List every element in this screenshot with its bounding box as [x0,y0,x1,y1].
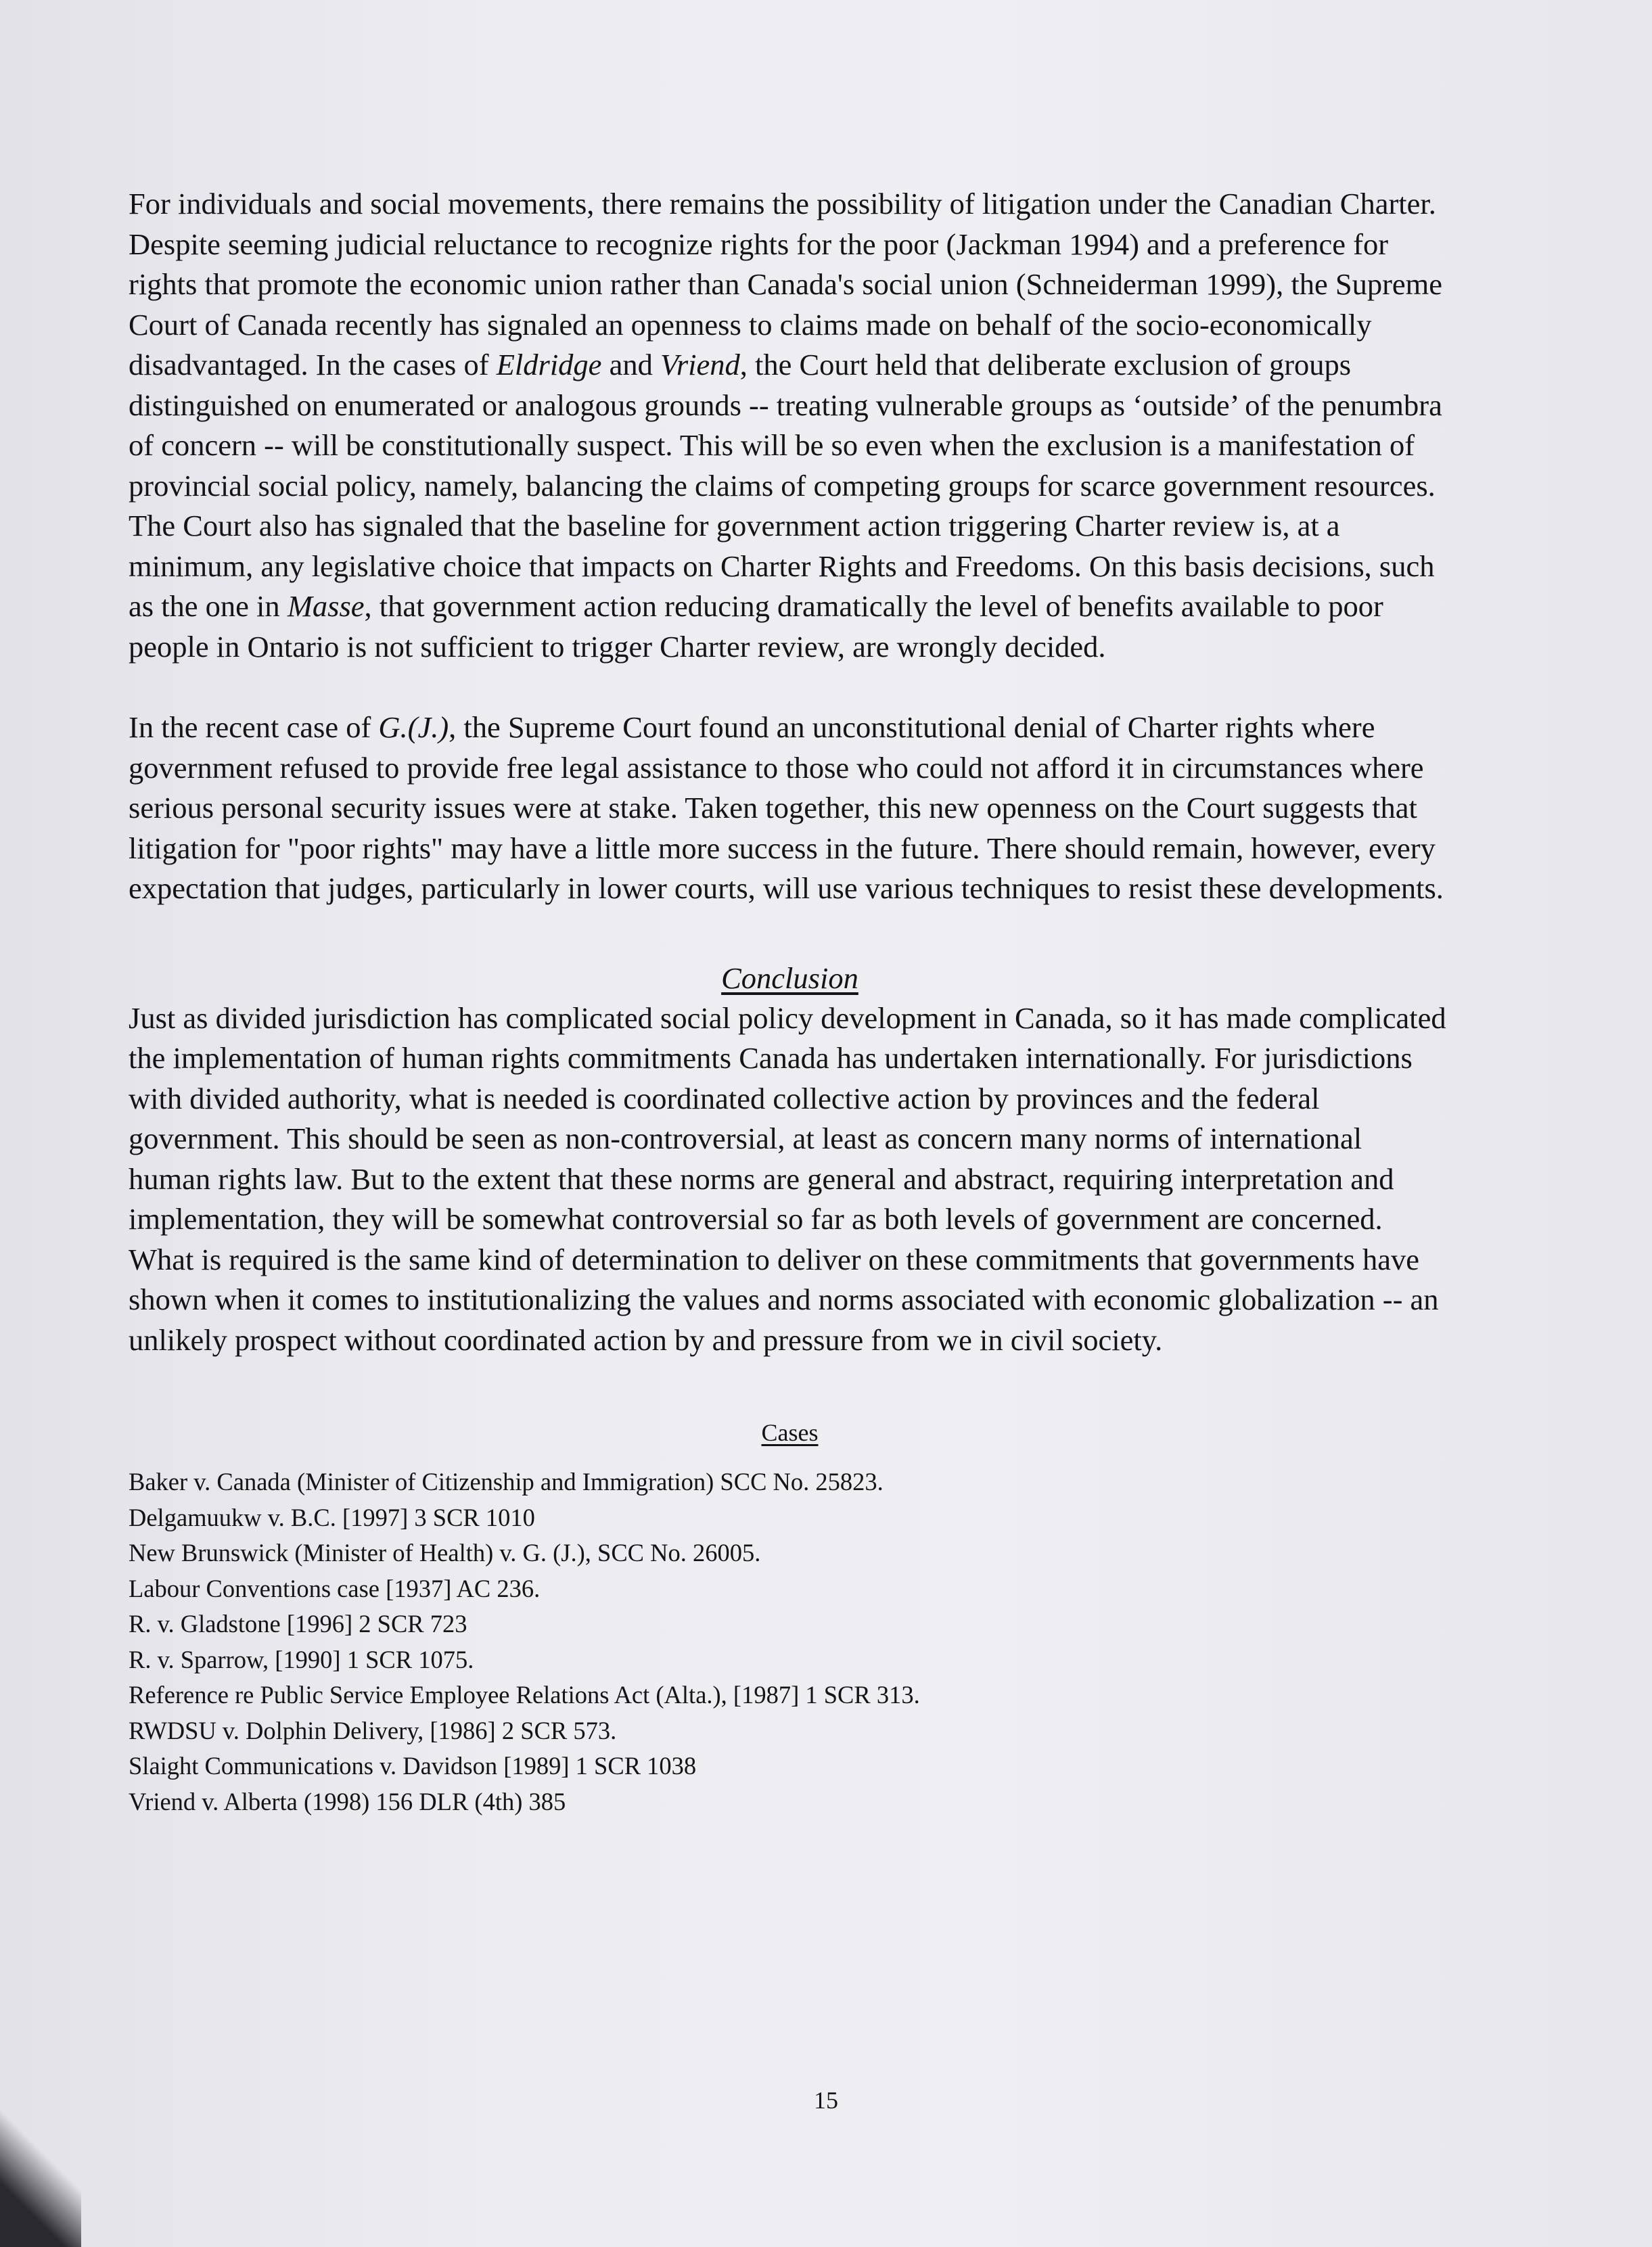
paragraph-recent-case [129,708,1451,909]
text-run: In the recent case of [129,710,379,744]
case-item: Vriend v. Alberta (1998) 156 DLR (4th) 385 [129,1787,566,1815]
case-item: R. v. Gladstone [1996] 2 SCR 723 [129,1610,467,1638]
text-run: , the Supreme Court found an unconstitutional denial of Charter rights where government refused to provide free legal assistance to those who could not afford it in circumstances where serious personal security issues were at stake. Taken together, this new openness on the Court suggests that litigation for "poor rights" may have a little more success in the future. There should remain, however, every expectation that judges, particularly in lower courts, will use various techniques to resist these developments. [129,710,1444,905]
case-item: Baker v. Canada (Minister of Citizenship and Immigration) SCC No. 25823. [129,1468,884,1496]
case-name-vriend: Vriend [660,348,740,381]
text-run: and [601,348,660,381]
paragraph-conclusion: Just as divided jurisdiction has complicated social policy development in Canada, so it has made complicated the implementation of human rights commitments Canada has undertaken internationally. For jurisdictions with divided authority, what is needed is coordinated collective action by provinces and the federal government. This should be seen as non-controversial, at least as concern many norms of international human rights law. But to the extent that these norms are general and abstract, requiring interpretation and implementation, they will be somewhat controversial so far as both levels of government are concerned. What is required is the same kind of determination to deliver on these commitments that governments have shown when it comes to institutionalizing the values and norms associated with economic globalization -- an unlikely prospect without coordinated action by and pressure from we in civil society. [129,1000,1446,1357]
paragraph-litigation [129,184,1451,667]
case-item: Delgamuukw v. B.C. [1997] 3 SCR 1010 [129,1503,535,1531]
page-number: 15 [814,2087,838,2114]
case-item: New Brunswick (Minister of Health) v. G. (J.), SCC No. 26005. [129,1539,761,1567]
case-item: R. v. Sparrow, [1990] 1 SCR 1075. [129,1645,474,1673]
scan-shadow [0,2098,81,2247]
text-run: For individuals and social movements, there remains the possibility of litigation under the Canadian Charter. Despite seeming judicial reluctance to recognize rights for the poor (Jackman 1994) and a preference for rights that promote the economic union rather than Canada's social union (Schneiderman 1999), the Supreme Court of Canada recently has signaled an openness to claims made on behalf of the socio-economically disadvantaged. In the cases of [129,187,1443,381]
case-name-gj: G.(J.) [378,710,449,744]
case-item: Reference re Public Service Employee Relations Act (Alta.), [1987] 1 SCR 313. [129,1681,920,1709]
case-item: Slaight Communications v. Davidson [1989] 1 SCR 1038 [129,1752,697,1780]
cases-list [129,1464,1451,1820]
case-item: RWDSU v. Dolphin Delivery, [1986] 2 SCR 573. [129,1716,617,1744]
page-content [129,184,1451,1820]
case-name-eldridge: Eldridge [496,348,602,381]
text-run: , the Court held that deliberate exclusion of groups distinguished on enumerated or analogous grounds -- treating vulnerable groups as ‘outside’ of the penumbra of concern -- will be constitutionally suspect. This will be so even when the exclusion is a manifestation of provincial social policy, namely, balancing the claims of competing groups for scarce government resources. The Court also has signaled that the baseline for government action triggering Charter review is, at a minimum, any legislative choice that impacts on Charter Rights and Freedoms. On this basis decisions, such as the one in [129,348,1442,623]
text-run: , that government action reducing dramatically the level of benefits available to poor people in Ontario is not sufficient to trigger Charter review, are wrongly decided. [129,589,1383,664]
conclusion-heading: Conclusion [721,960,858,995]
case-name-masse: Masse [287,589,365,623]
case-item: Labour Conventions case [1937] AC 236. [129,1574,541,1602]
cases-heading: Cases [761,1419,819,1446]
